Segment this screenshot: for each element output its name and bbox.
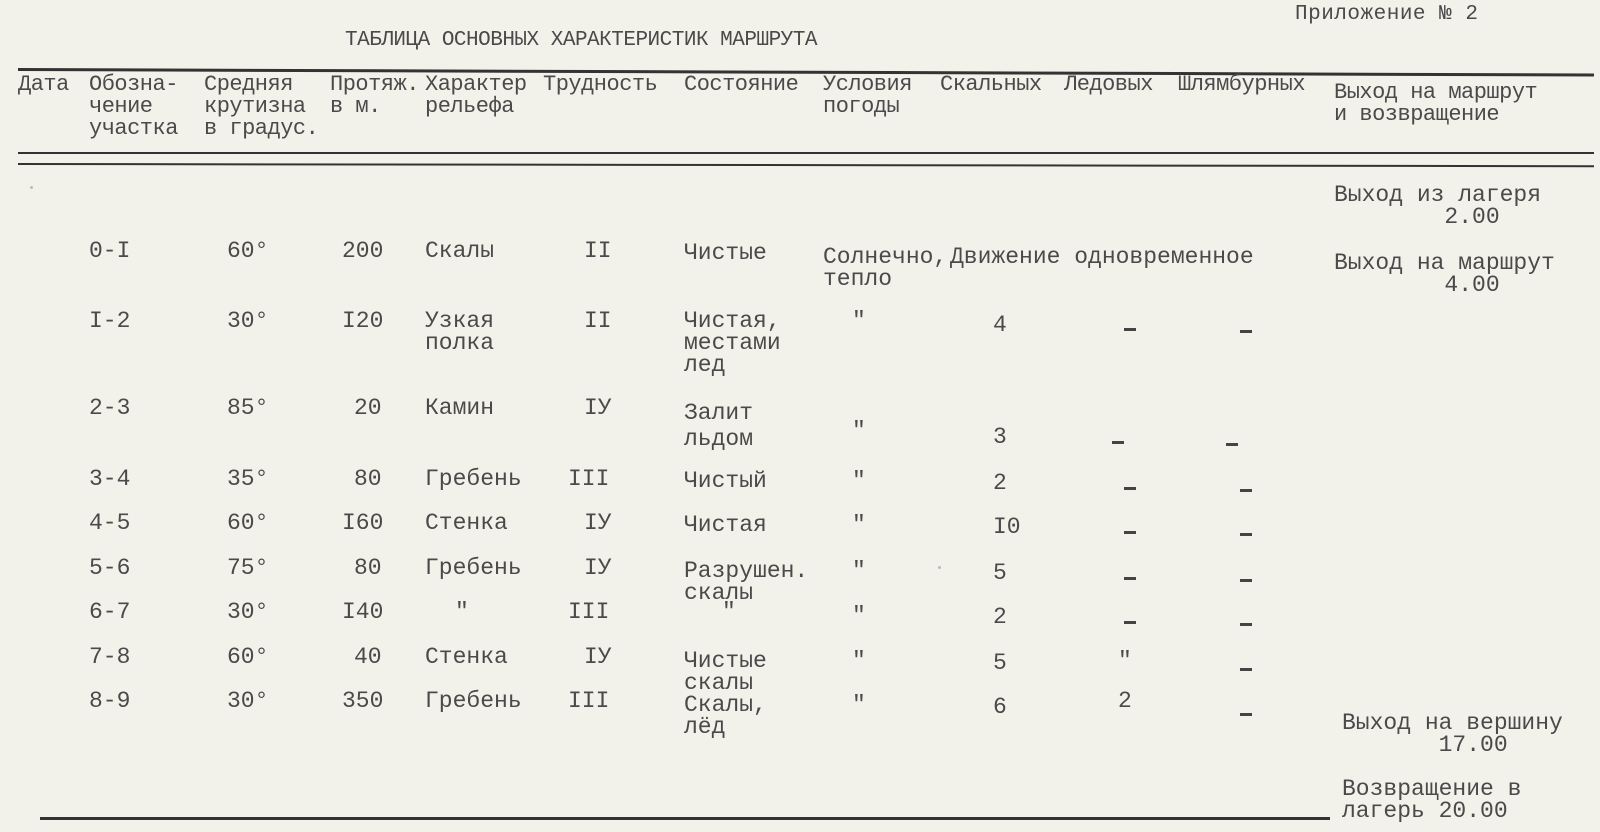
row-5-relief: Стенка	[425, 510, 508, 536]
row-8-bolt	[1240, 668, 1252, 671]
row-8-weather: "	[852, 648, 866, 674]
row-2-rock: 4	[993, 312, 1007, 338]
row-7-length: I40	[342, 599, 384, 625]
row-5-section: 4-5	[89, 510, 131, 536]
row-7-steepness: 30°	[227, 599, 269, 625]
note-summit: Выход на вершину 17.00	[1342, 710, 1563, 758]
row-4-section: 3-4	[89, 466, 131, 492]
row-6-ice	[1124, 577, 1136, 580]
row-6-length: 80	[354, 555, 382, 581]
row-5-weather: "	[852, 512, 866, 538]
row-5-condition: Чистая	[684, 512, 767, 538]
scan-speck	[938, 566, 941, 569]
row-5-ice	[1124, 531, 1136, 534]
row-9-steepness: 30°	[227, 688, 269, 714]
row-2-condition: Чистая, местами лед	[684, 308, 781, 378]
header-weather: Условия погоды	[823, 72, 912, 119]
row-9-relief: Гребень	[425, 688, 522, 714]
row-3-length: 20	[354, 395, 382, 421]
row-7-weather: "	[852, 603, 866, 629]
row-5-difficulty: IУ	[584, 510, 612, 536]
row-5-rock: I0	[993, 514, 1021, 540]
row-1-difficulty: II	[584, 238, 612, 264]
row-4-ice	[1124, 487, 1136, 490]
row-5-bolt	[1240, 533, 1252, 536]
row-7-rock: 2	[993, 604, 1007, 630]
header-exit: Выход на маршрут и возвращение	[1334, 80, 1538, 127]
header-section: Обозна- чение участка	[89, 72, 178, 141]
header-bolt: Шлямбурных	[1178, 72, 1306, 97]
row-6-section: 5-6	[89, 555, 131, 581]
row-2-section: I-2	[89, 308, 131, 334]
row-7-difficulty: III	[568, 599, 610, 625]
row-9-condition: Скалы, лёд	[684, 692, 767, 740]
row-8-difficulty: IУ	[584, 644, 612, 670]
row-9-difficulty: III	[568, 688, 610, 714]
row-8-ice: "	[1118, 648, 1132, 674]
row-3-difficulty: IУ	[584, 395, 612, 421]
row-9-rock: 6	[993, 694, 1007, 720]
header-relief: Характер рельефа	[425, 72, 527, 119]
row-1-note: Движение одновременное	[950, 244, 1254, 270]
row-2-relief: Узкая полка	[425, 308, 495, 356]
row-6-rock: 5	[993, 560, 1007, 586]
row-6-relief: Гребень	[425, 555, 522, 581]
row-3-condition: Залит льдом	[684, 400, 754, 452]
note-camp-exit: Выход из лагеря 2.00	[1334, 182, 1542, 230]
row-2-length: I20	[342, 308, 384, 334]
header-length: Протяж. в м.	[330, 72, 419, 119]
row-3-ice	[1112, 441, 1124, 444]
note-return: Возвращение в лагерь 20.00	[1342, 776, 1522, 824]
header-rock: Скальных	[940, 72, 1042, 97]
row-8-condition: Чистые скалы	[684, 648, 767, 696]
row-7-section: 6-7	[89, 599, 131, 625]
row-2-bolt	[1240, 330, 1252, 333]
row-7-relief: "	[455, 599, 469, 625]
row-1-relief: Скалы	[425, 238, 495, 264]
header-steepness: Средняя крутизна в градус.	[204, 72, 319, 141]
row-4-rock: 2	[993, 470, 1007, 496]
row-4-weather: "	[852, 468, 866, 494]
header-bottom-rule-2	[18, 163, 1594, 167]
page-title: ТАБЛИЦА ОСНОВНЫХ ХАРАКТЕРИСТИК МАРШРУТА	[345, 29, 817, 52]
row-4-steepness: 35°	[227, 466, 269, 492]
row-1-condition: Чистые	[684, 240, 767, 266]
row-1-length: 200	[342, 238, 384, 264]
row-6-weather: "	[852, 558, 866, 584]
row-2-ice	[1124, 328, 1136, 331]
row-3-bolt	[1226, 443, 1238, 446]
row-6-difficulty: IУ	[584, 555, 612, 581]
row-9-length: 350	[342, 688, 384, 714]
row-8-length: 40	[354, 644, 382, 670]
row-8-steepness: 60°	[227, 644, 269, 670]
row-4-difficulty: III	[568, 466, 610, 492]
header-date: Дата	[18, 72, 69, 97]
row-4-length: 80	[354, 466, 382, 492]
row-1-section: 0-I	[89, 238, 131, 264]
bottom-rule	[40, 817, 1330, 820]
scan-speck	[30, 186, 33, 189]
row-9-ice: 2	[1118, 688, 1132, 714]
row-6-steepness: 75°	[227, 555, 269, 581]
row-2-difficulty: II	[584, 308, 612, 334]
row-7-bolt	[1240, 623, 1252, 626]
row-2-steepness: 30°	[227, 308, 269, 334]
header-difficulty: Трудность	[543, 72, 658, 97]
header-condition: Состояние	[684, 72, 799, 97]
row-6-bolt	[1240, 579, 1252, 582]
header-bottom-rule	[18, 152, 1594, 154]
row-1-weather: Солнечно, тепло	[823, 244, 948, 292]
row-5-length: I60	[342, 510, 384, 536]
row-9-bolt	[1240, 713, 1252, 716]
row-8-section: 7-8	[89, 644, 131, 670]
row-4-relief: Гребень	[425, 466, 522, 492]
row-3-steepness: 85°	[227, 395, 269, 421]
row-6-condition: Разрушен. скалы	[684, 558, 809, 606]
row-1-steepness: 60°	[227, 238, 269, 264]
note-route-exit: Выход на маршрут 4.00	[1334, 250, 1555, 298]
row-3-section: 2-3	[89, 395, 131, 421]
row-4-bolt	[1240, 489, 1252, 492]
row-7-condition: "	[722, 599, 736, 625]
row-2-weather: "	[852, 308, 866, 334]
appendix-label: Приложение № 2	[1295, 3, 1479, 26]
row-4-condition: Чистый	[684, 468, 767, 494]
row-3-rock: 3	[993, 424, 1007, 450]
row-3-weather: "	[852, 418, 866, 444]
row-8-rock: 5	[993, 650, 1007, 676]
row-9-section: 8-9	[89, 688, 131, 714]
row-9-weather: "	[852, 692, 866, 718]
row-7-ice	[1124, 621, 1136, 624]
row-5-steepness: 60°	[227, 510, 269, 536]
row-8-relief: Стенка	[425, 644, 508, 670]
header-ice: Ледовых	[1064, 72, 1153, 97]
row-3-relief: Камин	[425, 395, 495, 421]
